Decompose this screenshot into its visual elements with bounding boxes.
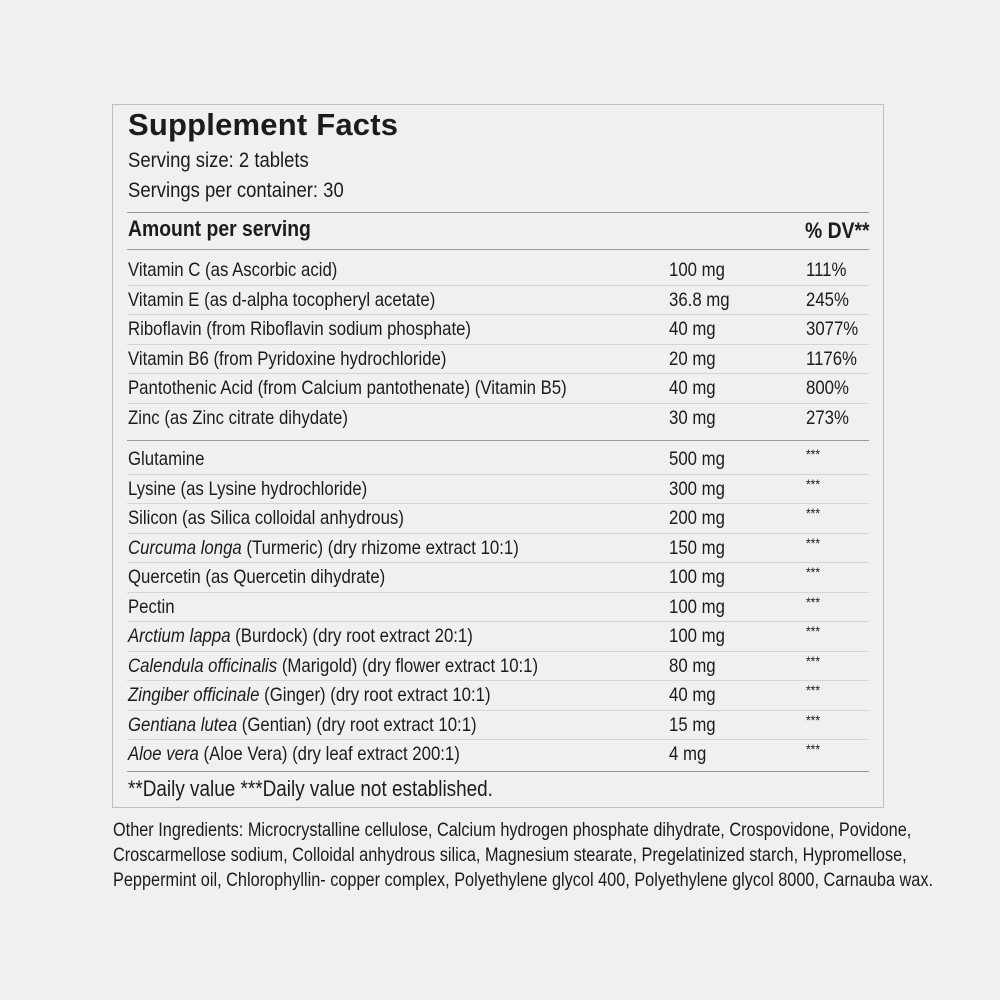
ingredient-label: Lysine (as Lysine hydrochloride) (128, 477, 368, 500)
table-row (113, 315, 883, 345)
table-row (113, 563, 883, 593)
ingredient-label: Pantothenic Acid (from Calcium pantothenate) (Vitamin B5) (128, 377, 567, 399)
ingredient-label: Pectin (128, 595, 175, 618)
servings-per-container: Servings per container: 30 (128, 179, 344, 202)
table-row (113, 475, 883, 505)
ingredient-label: Silicon (as Silica colloidal anhydrous) (128, 507, 404, 529)
ingredient-latin-name: Gentiana lutea (128, 713, 238, 736)
ingredient-name (128, 407, 348, 430)
ingredient-amount: 30 mg (669, 406, 716, 429)
supplement-facts-panel (112, 104, 884, 808)
ingredient-dv: *** (806, 475, 821, 492)
ingredient-amount: 100 mg (669, 566, 725, 588)
ingredient-name (128, 714, 477, 737)
ingredient-label: Vitamin E (as d-alpha tocopheryl acetate) (128, 288, 436, 311)
table-row (113, 681, 883, 711)
ingredient-amount: 15 mg (669, 713, 716, 736)
divider (127, 771, 869, 772)
table-row (113, 256, 883, 286)
ingredient-dv: 1176% (806, 347, 857, 370)
ingredient-name (128, 684, 491, 707)
ingredient-dv: 800% (806, 377, 849, 399)
ingredient-amount: 40 mg (669, 377, 716, 399)
ingredient-name (128, 318, 471, 341)
serving-size: Serving size: 2 tablets (128, 149, 309, 172)
ingredient-label: (Gentian) (dry root extract 10:1) (237, 713, 477, 736)
table-row (113, 593, 883, 623)
ingredient-dv: *** (806, 623, 821, 639)
ingredient-label: (Turmeric) (dry rhizome extract 10:1) (241, 536, 519, 559)
ingredient-name (128, 625, 473, 648)
other-ingredients-line: Croscarmellose sodium, Colloidal anhydrous silica, Magnesium stearate, Pregelatinized starch, Hypromellose, (113, 845, 907, 866)
other-ingredients (113, 818, 934, 893)
ingredient-latin-name: Aloe vera (128, 743, 199, 765)
ingredient-name (128, 596, 175, 619)
ingredient-amount: 300 mg (669, 477, 725, 500)
ingredient-label: (Aloe Vera) (dry leaf extract 200:1) (198, 743, 460, 765)
other-ingredients-line: Other Ingredients: Microcrystalline cellulose, Calcium hydrogen phosphate dihydrate, Crospovidone, Povidone, (113, 820, 912, 841)
ingredient-dv: *** (806, 505, 821, 521)
ingredient-dv: *** (806, 446, 821, 462)
ingredient-amount: 4 mg (669, 743, 707, 765)
ingredient-dv: *** (806, 741, 821, 757)
ingredient-amount: 100 mg (669, 259, 725, 281)
divider (127, 212, 869, 213)
ingredient-dv: 3077% (806, 318, 859, 340)
ingredient-dv: *** (806, 534, 821, 551)
ingredient-label: Quercetin (as Quercetin dihydrate) (128, 566, 386, 588)
ingredient-name (128, 655, 538, 678)
ingredient-name (128, 448, 204, 471)
ingredient-amount: 150 mg (669, 536, 725, 559)
table-row (113, 345, 883, 375)
amount-per-serving-header: Amount per serving (128, 216, 311, 241)
ingredient-dv: *** (806, 564, 821, 580)
nutrient-table (113, 445, 883, 770)
ingredient-dv: *** (806, 682, 821, 698)
ingredient-name (128, 289, 435, 312)
table-row (113, 711, 883, 741)
ingredient-latin-name: Curcuma longa (128, 536, 242, 559)
vitamin-table (113, 256, 883, 433)
table-row (113, 534, 883, 564)
ingredient-amount: 80 mg (669, 654, 716, 677)
ingredient-label: (Burdock) (dry root extract 20:1) (230, 625, 473, 647)
footnote: **Daily value ***Daily value not established. (128, 776, 493, 801)
ingredient-name (128, 537, 519, 560)
ingredient-name (128, 377, 567, 400)
ingredient-dv: *** (806, 652, 821, 669)
table-row (113, 445, 883, 475)
ingredient-label: Vitamin C (as Ascorbic acid) (128, 259, 338, 281)
ingredient-name (128, 507, 404, 530)
ingredient-name (128, 259, 337, 282)
ingredient-dv: 245% (806, 288, 849, 311)
table-row (113, 504, 883, 534)
ingredient-name (128, 743, 460, 766)
ingredient-name (128, 348, 446, 371)
ingredient-dv: *** (806, 593, 821, 610)
ingredient-label: Riboflavin (from Riboflavin sodium phosphate) (128, 318, 472, 340)
ingredient-label: Zinc (as Zinc citrate dihydate) (128, 406, 348, 429)
ingredient-label: Glutamine (128, 448, 205, 470)
ingredient-label: Vitamin B6 (from Pyridoxine hydrochloride) (128, 347, 447, 370)
panel-title: Supplement Facts (128, 107, 399, 142)
ingredient-amount: 36.8 mg (669, 288, 730, 311)
table-row (113, 286, 883, 316)
table-row (113, 404, 883, 434)
ingredient-name (128, 478, 367, 501)
ingredient-dv: 111% (806, 259, 847, 281)
divider (127, 440, 869, 441)
ingredient-latin-name: Calendula officinalis (128, 654, 278, 677)
dv-header: % DV** (805, 218, 870, 243)
ingredient-amount: 100 mg (669, 625, 725, 647)
other-ingredients-line: Peppermint oil, Chlorophyllin- copper complex, Polyethylene glycol 400, Polyethylene glycol 8000, Carnauba wax. (113, 870, 934, 891)
ingredient-name (128, 566, 385, 589)
ingredient-amount: 200 mg (669, 507, 725, 529)
ingredient-label: (Ginger) (dry root extract 10:1) (259, 684, 491, 706)
ingredient-dv: 273% (806, 406, 849, 429)
ingredient-amount: 40 mg (669, 684, 716, 706)
ingredient-amount: 20 mg (669, 347, 716, 370)
ingredient-label: (Marigold) (dry flower extract 10:1) (277, 654, 539, 677)
table-row (113, 622, 883, 652)
ingredient-latin-name: Arctium lappa (128, 625, 231, 647)
divider (127, 249, 869, 250)
table-row (113, 374, 883, 404)
table-row (113, 652, 883, 682)
ingredient-amount: 500 mg (669, 448, 725, 470)
ingredient-latin-name: Zingiber officinale (128, 684, 260, 706)
ingredient-amount: 40 mg (669, 318, 716, 340)
table-row (113, 740, 883, 770)
ingredient-dv: *** (806, 711, 821, 728)
ingredient-amount: 100 mg (669, 595, 725, 618)
